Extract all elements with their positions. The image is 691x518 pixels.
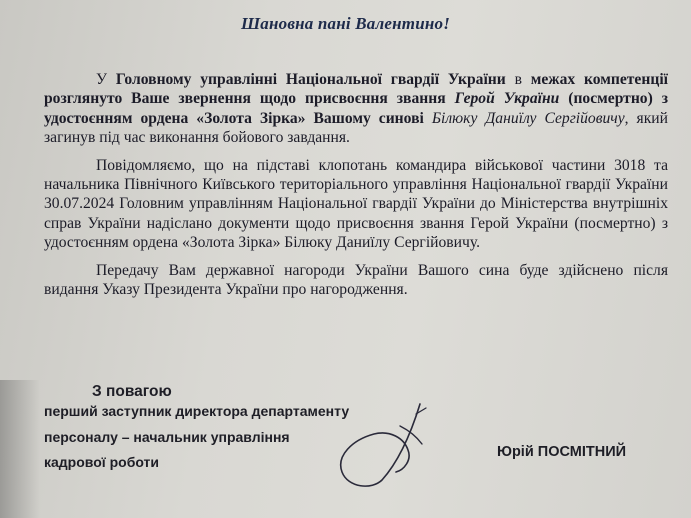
paragraph-3: Передачу Вам державної нагороди України Вашого сина буде здійснено після видання Указу Президента України про нагородження. xyxy=(44,261,668,299)
signer-name: Юрій ПОСМІТНИЙ xyxy=(497,444,627,460)
p1-competence: межах компетенції розглянуто Ваше звернення щодо присвоєння звання xyxy=(44,71,668,108)
paragraph-2: Повідомляємо, що на підставі клопотань командира військової частини 3018 та начальника Північного Київського територіального управління Національної гвардії України 30.07.2024 Головним управлінням Національної гвардії України до Міністерства внутрішніх справ України надіслано документи щодо присвоєння звання Герой України (посмертно) з удостоєнням ордена «Золота Зірка» Білюку Даниїлу Сергійовичу. xyxy=(44,156,668,252)
p1-hero-title: Герой України xyxy=(454,90,560,108)
signer-position-line-3: кадрової роботи xyxy=(44,454,160,470)
p1-son-name: Білюку Даниїлу Сергійовичу xyxy=(431,109,625,127)
p1-posthumously: (посмертно) з удостоєнням ордена xyxy=(44,90,668,127)
signer-position-line-2: персоналу – начальник управління xyxy=(44,429,290,445)
p1-text-b: в xyxy=(505,71,531,88)
p1-order-name: «Золота Зірка» xyxy=(196,109,306,127)
handwritten-signature xyxy=(330,400,440,490)
p1-gu-ngu: Головному управлінні Національної гвардії України xyxy=(115,71,506,88)
letter-greeting: Шановна пані Валентино! xyxy=(240,14,451,33)
letter-body xyxy=(44,70,668,299)
paragraph-1 xyxy=(44,70,668,148)
signer-position-line-1: перший заступник директора департаменту xyxy=(44,403,350,419)
p1-son: Вашому синові xyxy=(305,109,432,127)
p1-text-end: , який загинув під час виконання бойового завдання. xyxy=(44,109,668,147)
photo-shadow xyxy=(0,380,40,518)
closing-phrase: З повагою xyxy=(92,383,172,400)
p1-text-a: У xyxy=(96,71,116,88)
p1-space xyxy=(446,90,455,107)
